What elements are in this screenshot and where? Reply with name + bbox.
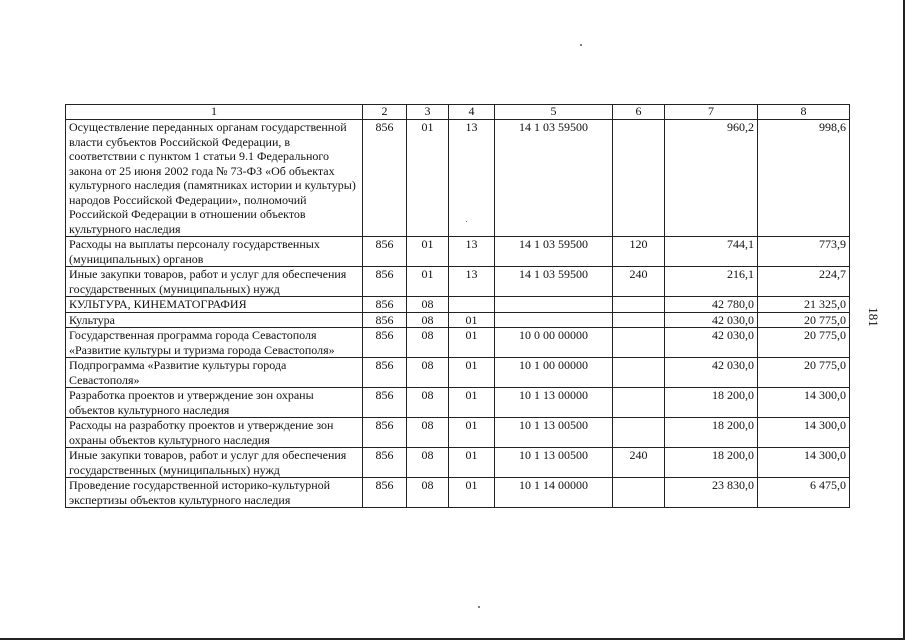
row-cell-c4: 01 <box>449 388 495 418</box>
row-cell-c4: 01 <box>449 448 495 478</box>
row-name-cell: Подпрограмма «Развитие культуры города Севастополя» <box>66 358 363 388</box>
row-cell-c7: 42 780,0 <box>665 297 758 313</box>
row-cell-c6: 240 <box>613 448 665 478</box>
table-row <box>66 328 850 358</box>
table-row <box>66 478 850 508</box>
row-cell-c4: 01 <box>449 312 495 328</box>
row-cell-c2: 856 <box>363 478 407 508</box>
col-header-3: 3 <box>407 105 449 120</box>
row-cell-c6 <box>613 297 665 313</box>
row-cell-c4: 13 <box>449 120 495 237</box>
row-cell-c2: 856 <box>363 358 407 388</box>
row-cell-c2: 856 <box>363 297 407 313</box>
row-cell-c4: 01 <box>449 418 495 448</box>
row-cell-c8: 6 475,0 <box>758 478 850 508</box>
row-cell-c7: 42 030,0 <box>665 328 758 358</box>
col-header-7: 7 <box>665 105 758 120</box>
col-header-8: 8 <box>758 105 850 120</box>
col-header-1: 1 <box>66 105 363 120</box>
row-cell-c8: 20 775,0 <box>758 328 850 358</box>
row-name-cell: КУЛЬТУРА, КИНЕМАТОГРАФИЯ <box>66 297 363 313</box>
row-cell-c6: 240 <box>613 267 665 297</box>
col-header-6: 6 <box>613 105 665 120</box>
row-cell-c2: 856 <box>363 267 407 297</box>
row-cell-c6 <box>613 358 665 388</box>
row-cell-c5: 10 1 13 00000 <box>495 388 613 418</box>
row-cell-c7: 960,2 <box>665 120 758 237</box>
row-cell-c5 <box>495 312 613 328</box>
row-cell-c2: 856 <box>363 328 407 358</box>
row-cell-c4: 01 <box>449 358 495 388</box>
row-cell-c4: 13 <box>449 237 495 267</box>
table-body <box>66 120 850 508</box>
scan-speck <box>478 606 480 608</box>
row-cell-c3: 08 <box>407 312 449 328</box>
scan-speck <box>580 44 582 46</box>
row-cell-c3: 08 <box>407 297 449 313</box>
row-cell-c5: 10 1 13 00500 <box>495 448 613 478</box>
budget-table <box>65 104 850 508</box>
row-cell-c3: 08 <box>407 388 449 418</box>
row-cell-c8: 20 775,0 <box>758 312 850 328</box>
row-cell-c4: 01 <box>449 478 495 508</box>
col-header-4: 4 <box>449 105 495 120</box>
table-row <box>66 448 850 478</box>
row-cell-c3: 01 <box>407 120 449 237</box>
scan-speck <box>466 221 467 222</box>
table-row <box>66 297 850 313</box>
row-cell-c6: 120 <box>613 237 665 267</box>
row-cell-c7: 18 200,0 <box>665 418 758 448</box>
table-row <box>66 358 850 388</box>
row-cell-c3: 08 <box>407 358 449 388</box>
row-name-cell: Расходы на выплаты персоналу государственных (муниципальных) органов <box>66 237 363 267</box>
table-row <box>66 267 850 297</box>
row-cell-c8: 20 775,0 <box>758 358 850 388</box>
col-header-5: 5 <box>495 105 613 120</box>
row-cell-c2: 856 <box>363 237 407 267</box>
row-cell-c7: 744,1 <box>665 237 758 267</box>
row-cell-c7: 42 030,0 <box>665 312 758 328</box>
table-row <box>66 388 850 418</box>
row-cell-c8: 21 325,0 <box>758 297 850 313</box>
row-name-cell: Государственная программа города Севастополя «Развитие культуры и туризма города Севастополя» <box>66 328 363 358</box>
row-cell-c4: 13 <box>449 267 495 297</box>
row-cell-c8: 14 300,0 <box>758 448 850 478</box>
row-cell-c5: 10 1 14 00000 <box>495 478 613 508</box>
row-cell-c5 <box>495 297 613 313</box>
row-name-cell: Культура <box>66 312 363 328</box>
row-cell-c3: 01 <box>407 237 449 267</box>
row-cell-c5: 14 1 03 59500 <box>495 120 613 237</box>
table-row <box>66 418 850 448</box>
row-cell-c6 <box>613 328 665 358</box>
row-cell-c3: 08 <box>407 328 449 358</box>
row-cell-c7: 216,1 <box>665 267 758 297</box>
row-name-cell: Разработка проектов и утверждение зон охраны объектов культурного наследия <box>66 388 363 418</box>
row-cell-c8: 14 300,0 <box>758 388 850 418</box>
row-name-cell: Осуществление переданных органам государственной власти субъектов Российской Федерации, в соответствии с пунктом 1 статьи 9.1 Федерального закона от 25 июня 2002 года № 73-ФЗ «Об объектах культурного наследия (памятниках истории и культуры) народов Российской Федерации», полномочий Российской Федерации в отношении объектов культурного наследия <box>66 120 363 237</box>
row-cell-c3: 01 <box>407 267 449 297</box>
row-cell-c2: 856 <box>363 388 407 418</box>
row-cell-c8: 14 300,0 <box>758 418 850 448</box>
row-cell-c7: 18 200,0 <box>665 448 758 478</box>
table-header-row <box>66 105 850 120</box>
row-name-cell: Иные закупки товаров, работ и услуг для обеспечения государственных (муниципальных) нужд <box>66 267 363 297</box>
col-header-2: 2 <box>363 105 407 120</box>
table-row <box>66 120 850 237</box>
row-cell-c2: 856 <box>363 312 407 328</box>
row-cell-c5: 10 0 00 00000 <box>495 328 613 358</box>
row-cell-c3: 08 <box>407 418 449 448</box>
row-cell-c5: 14 1 03 59500 <box>495 267 613 297</box>
row-name-cell: Проведение государственной историко-культурной экспертизы объектов культурного наследия <box>66 478 363 508</box>
row-cell-c7: 18 200,0 <box>665 388 758 418</box>
row-cell-c6 <box>613 312 665 328</box>
row-cell-c3: 08 <box>407 448 449 478</box>
row-cell-c8: 773,9 <box>758 237 850 267</box>
row-cell-c7: 42 030,0 <box>665 358 758 388</box>
row-cell-c5: 10 1 00 00000 <box>495 358 613 388</box>
row-cell-c2: 856 <box>363 448 407 478</box>
row-cell-c4 <box>449 297 495 313</box>
row-cell-c6 <box>613 388 665 418</box>
row-cell-c6 <box>613 478 665 508</box>
row-cell-c6 <box>613 120 665 237</box>
table-row <box>66 237 850 267</box>
row-name-cell: Иные закупки товаров, работ и услуг для обеспечения государственных (муниципальных) нужд <box>66 448 363 478</box>
row-cell-c8: 224,7 <box>758 267 850 297</box>
page-number: 181 <box>866 307 881 327</box>
table-row <box>66 312 850 328</box>
row-cell-c7: 23 830,0 <box>665 478 758 508</box>
row-cell-c5: 10 1 13 00500 <box>495 418 613 448</box>
row-cell-c6 <box>613 418 665 448</box>
row-cell-c2: 856 <box>363 418 407 448</box>
row-cell-c3: 08 <box>407 478 449 508</box>
row-cell-c5: 14 1 03 59500 <box>495 237 613 267</box>
row-cell-c8: 998,6 <box>758 120 850 237</box>
row-cell-c4: 01 <box>449 328 495 358</box>
row-cell-c2: 856 <box>363 120 407 237</box>
row-name-cell: Расходы на разработку проектов и утверждение зон охраны объектов культурного наследия <box>66 418 363 448</box>
